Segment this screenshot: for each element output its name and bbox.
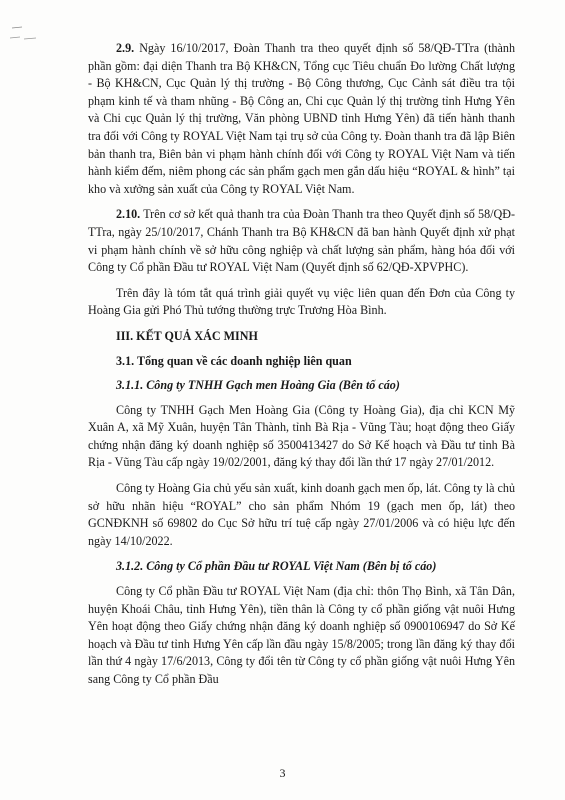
paragraph-2-10: 2.10. Trên cơ sở kết quả thanh tra của Đoàn Thanh tra theo Quyết định số 58/QĐ-TTra, ngày 25/10/2017, Chánh Thanh tra Bộ KH&CN đã ban hành Quyết định xử phạt vi phạm hành chính về sở hữu công nghiệp và chất lượng sản phẩm, hàng hóa đối với Công ty Cổ phần Đầu tư ROYAL Việt Nam (Quyết định số 62/QĐ-XPVPHC). [88,207,515,275]
paragraph-2-9: 2.9. Ngày 16/10/2017, Đoàn Thanh tra theo quyết định số 58/QĐ-TTra (thành phần gồm: đại diện Thanh tra Bộ KH&CN, Tổng cục Tiêu chuẩn Đo lường Chất lượng - Bộ KH&CN, Cục Quản lý thị trường - Bộ Công thương, Cục Cảnh sát điều tra tội phạm kinh tế và tham nhũng - Bộ Công an, Chi cục Quản lý thị trường tỉnh Hưng Yên và Chi cục Quản lý thị trường, Văn phòng UBND tỉnh Hưng Yên) đã tiến hành thanh tra đối với Công ty ROYAL Việt Nam tại trụ sở của Công ty. Đoàn thanh tra đã lập Biên bản thanh tra, Biên bản vi phạm hành chính đối với Công ty ROYAL Việt Nam và tiến hành kiểm đếm, niêm phong các sản phẩm gạch men gắn dấu hiệu “ROYAL & hình” tại kho và xưởng sản xuất của Công ty ROYAL Việt Nam. [88,41,515,196]
scan-mark [8,22,48,44]
heading-section-3-1: 3.1. Tổng quan về các doanh nghiệp liên quan [116,353,352,368]
paragraph-summary: Trên đây là tóm tắt quá trình giải quyết vụ việc liên quan đến Đơn của Công ty Hoàng Gia gửi Phó Thủ tướng thường trực Trương Hòa Bình. [88,285,515,318]
heading-section-3-1-1: 3.1.1. Công ty TNHH Gạch men Hoàng Gia (Bên tố cáo) [116,378,400,393]
page-number: 3 [279,766,286,780]
heading-section-3-1-2: 3.1.2. Công ty Cổ phần Đầu tư ROYAL Việt Nam (Bên bị tố cáo) [116,559,437,574]
paragraph-hoang-gia-1: Công ty TNHH Gạch Men Hoàng Gia (Công ty Hoàng Gia), địa chỉ KCN Mỹ Xuân A, xã Mỹ Xuân, huyện Tân Thành, tỉnh Bà Rịa - Vũng Tàu; hoạt động theo Giấy chứng nhận đăng ký doanh nghiệp số 3500413427 do Sở Kế hoạch và Đầu tư tỉnh Bà Rịa - Vũng Tàu cấp ngày 19/02/2001, đăng ký thay đổi lần thứ 17 ngày 27/01/2012. [88,402,515,470]
paragraph-hoang-gia-2: Công ty Hoàng Gia chủ yếu sản xuất, kinh doanh gạch men ốp, lát. Công ty là chủ sở hữu nhãn hiệu “ROYAL” cho sản phẩm Nhóm 19 (gạch men ốp, lát) theo GCNĐKNH số 69802 do Cục Sở hữu trí tuệ cấp ngày 27/01/2006 và có hiệu lực đến ngày 14/10/2022. [88,481,515,548]
paragraph-royal-1: Công ty Cổ phần Đầu tư ROYAL Việt Nam (địa chỉ: thôn Thọ Bình, xã Tân Dân, huyện Khoái Châu, tỉnh Hưng Yên), tiền thân là Công ty cổ phần giống vật nuôi Hưng Yên hoạt động theo Giấy chứng nhận đăng ký doanh nghiệp số 0900106947 do Sở Kế hoạch và Đầu tư tỉnh Hưng Yên cấp lần đầu ngày 15/8/2005; trong lần đăng ký thay đổi lần thứ 4 ngày 17/6/2013, Công ty đổi tên từ Công ty cổ phần giống vật nuôi Hưng Yên sang Công ty Cổ phần Đầu [88,584,515,686]
heading-section-3: III. KẾT QUẢ XÁC MINH [116,328,258,343]
